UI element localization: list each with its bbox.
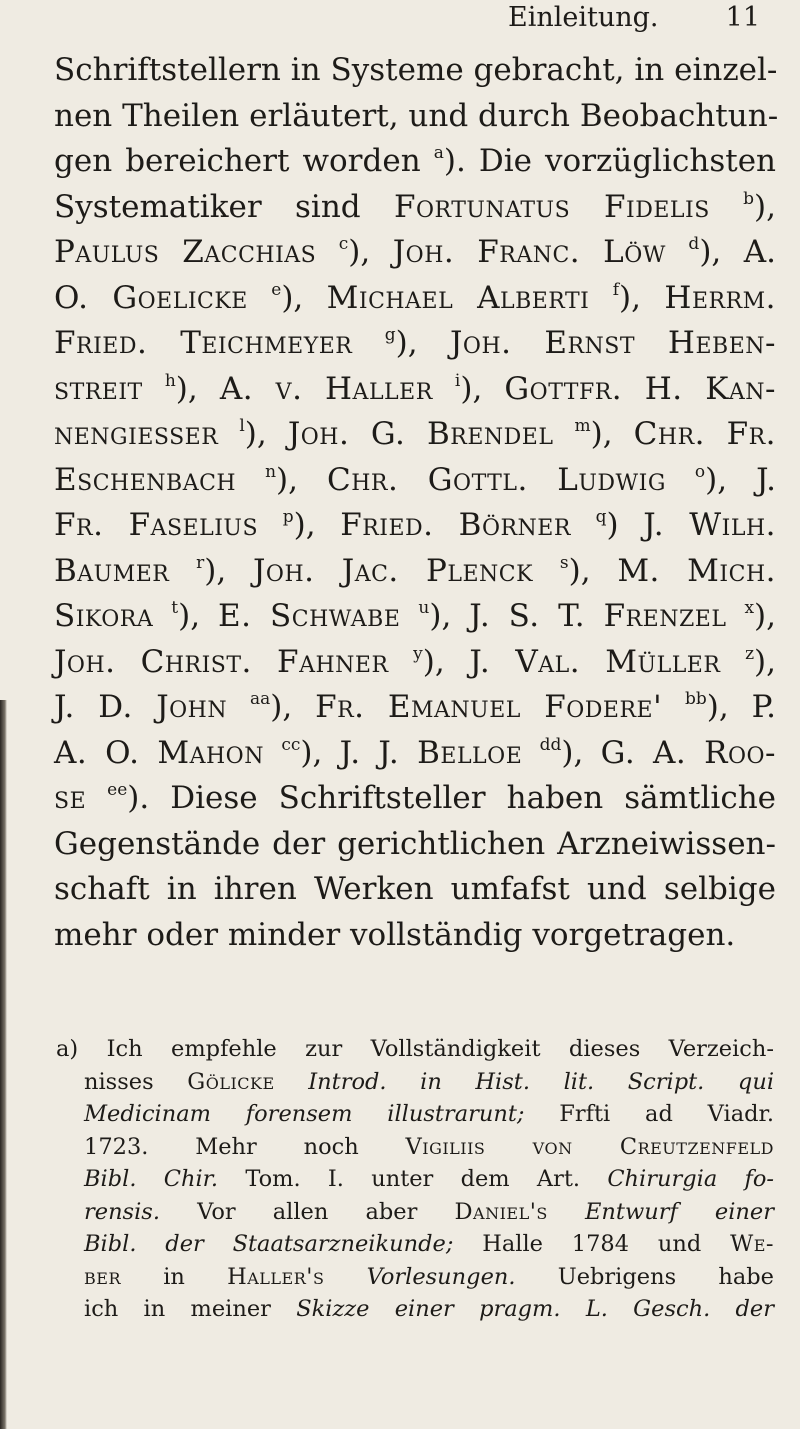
page-number: 11: [725, 2, 760, 33]
footnote-line: a) Ich empfehle zur Vollständigkeit dieses Verzeich-: [56, 1036, 774, 1062]
author-name: Fr. Faselius: [54, 507, 259, 543]
footnote-line: nisses Gölicke Introd. in Hist. lit. Script. qui: [84, 1068, 775, 1095]
author-name: Haller's: [227, 1263, 325, 1290]
text-line: Systematiker sind Fortunatus Fidelis $^b$),: [54, 188, 776, 225]
author-name: Joh. Ernst Heben-: [449, 325, 776, 361]
text-line: Sikora $^t$), E. Schwabe $^u$), J. S. T. Frenzel $^x$),: [54, 598, 776, 634]
book-title: Vorlesungen.: [366, 1263, 516, 1290]
footnote-line: 1723. Mehr noch Vigiliis von Creutzenfeld: [84, 1133, 774, 1160]
author-name: Chr. Fr.: [633, 416, 776, 452]
author-name: J. S. T. Frenzel: [469, 598, 727, 634]
author-name: J. Wilh.: [643, 507, 776, 543]
footnote-mark: m: [574, 416, 591, 436]
author-name: E. Schwabe: [218, 598, 401, 634]
running-title: Einleitung.: [508, 2, 659, 33]
text-line: O. Goelicke $^e$), Michael Alberti $^f$), Herrm.: [54, 279, 777, 316]
book-title: Medicinam forensem illustrarunt;: [84, 1101, 525, 1127]
footnote-mark: a: [433, 143, 444, 163]
footnote: [56, 1033, 775, 1326]
author-name: Gottfr. H. Kan-: [504, 370, 776, 407]
text-line: mehr oder minder vollständig vorgetragen.: [54, 916, 736, 953]
author-name: We-: [730, 1231, 775, 1257]
footnote-line: Bibl. Chir. Tom. I. unter dem Art. Chirurgia fo-: [84, 1166, 774, 1192]
text-line: Schriftstellern in Systeme gebracht, in einzel-: [54, 52, 778, 88]
text-line: Fried. Teichmeyer $^g$), Joh. Ernst Heben-: [54, 325, 776, 361]
book-title: Skizze einer pragm. L. Gesch. der: [296, 1296, 775, 1322]
footnote-line: Medicinam forensem illustrarunt; Frfti ad Viadr.: [84, 1101, 774, 1127]
footnote-line: rensis. Vor allen aber Daniel's Entwurf einer: [84, 1198, 774, 1225]
main-text: [54, 48, 779, 958]
footnote-mark: i: [454, 370, 461, 391]
author-name: A. v. Haller: [219, 370, 433, 407]
footnote-line: ich in meiner Skizze einer pragm. L. Gesch. der: [84, 1296, 775, 1322]
footnote-line: ber in Haller's Vorlesungen. Uebrigens habe: [84, 1263, 774, 1290]
footnote-mark: z: [745, 643, 755, 664]
author-name: G. A. Roo-: [600, 734, 776, 771]
author-name: J. D. John: [54, 689, 228, 725]
book-title: Chirurgia fo-: [607, 1166, 774, 1192]
text-line: nengiesser $^l$), Joh. G. Brendel $^m$), Chr. Fr.: [54, 416, 776, 452]
text-line: se $^{ee}$). Diese Schriftsteller haben sämtliche: [54, 780, 776, 816]
author-name: Fr. Emanuel Fodere': [315, 689, 663, 725]
footnote-mark: dd: [539, 734, 562, 755]
author-name: Gölicke: [187, 1068, 275, 1095]
author-name: J. Val. Müller: [469, 643, 721, 680]
footnote-mark: y: [413, 643, 423, 664]
footnote-mark: p: [282, 507, 294, 527]
text-line: Paulus Zacchias $^c$), Joh. Franc. Löw $^d$), A.: [54, 234, 777, 270]
author-name: O. Goelicke: [54, 279, 248, 316]
author-name: ber: [84, 1263, 121, 1290]
author-name: Daniel's: [454, 1198, 548, 1225]
author-name: Joh. Jac. Plenck: [253, 552, 534, 589]
author-name: Paulus Zacchias: [54, 234, 317, 270]
footnote-mark: x: [744, 598, 755, 618]
footnote-mark: cc: [281, 734, 301, 755]
author-name: J. J. Belloe: [339, 734, 523, 771]
author-name: Michael Alberti: [326, 279, 590, 316]
text-line: gen bereichert worden $^a$). Die vorzüglichsten: [54, 143, 777, 179]
footnote-mark: d: [688, 234, 700, 254]
footnote-mark: f: [612, 279, 620, 300]
author-name: Joh. Franc. Löw: [392, 234, 666, 270]
text-line: nen Theilen erläutert, und durch Beobachtun-: [54, 97, 779, 134]
book-title: Bibl. der Staatsarzneikunde;: [84, 1231, 454, 1257]
text-line: A. O. Mahon $^{cc}$), J. J. Belloe $^{dd}$), G. A. Roo-: [54, 734, 776, 771]
author-name: Fried. Teichmeyer: [54, 325, 353, 361]
author-name: M. Mich.: [617, 552, 776, 589]
binding-shadow: [0, 700, 7, 1429]
footnote-mark: u: [418, 598, 430, 618]
footnote-mark: o: [694, 461, 706, 482]
author-name: Eschenbach: [54, 461, 237, 498]
book-title: Entwurf einer: [585, 1198, 774, 1225]
footnote-line: Bibl. der Staatsarzneikunde; Halle 1784 und We-: [84, 1231, 775, 1257]
text-line: schaft in ihren Werken umfafst und selbige: [54, 871, 776, 907]
footnote-mark: b: [743, 188, 755, 209]
book-title: Bibl. Chir.: [84, 1166, 219, 1192]
author-name: A. O. Mahon: [54, 734, 264, 771]
footnote-mark: ee: [107, 780, 128, 800]
author-name: Chr. Gottl. Ludwig: [326, 461, 666, 498]
footnote-mark: l: [239, 416, 245, 436]
author-name: Vigiliis von Creutzenfeld: [405, 1133, 774, 1160]
footnote-mark: e: [271, 279, 282, 300]
author-name: Baumer: [54, 552, 170, 589]
footnote-mark: n: [265, 461, 277, 482]
footnote-mark: bb: [685, 689, 707, 709]
text-line: streit $^h$), A. v. Haller $^i$), Gottfr. H. Kan-: [54, 370, 776, 407]
author-name: Fried. Börner: [340, 507, 571, 543]
footnote-mark: h: [164, 370, 176, 391]
footnote-mark: g: [384, 325, 396, 345]
text-line: Fr. Faselius $^p$), Fried. Börner $^q$) J. Wilh.: [54, 507, 776, 543]
footnote-mark: r: [196, 552, 205, 573]
footnote-mark: q: [595, 507, 607, 527]
footnote-mark: t: [171, 598, 179, 618]
text-line: Gegenstände der gerichtlichen Arzneiwissen-: [54, 825, 776, 862]
author-name: Joh. Christ. Fahner: [54, 643, 389, 680]
text-line: Joh. Christ. Fahner $^y$), J. Val. Müller $^z$),: [54, 643, 776, 680]
running-header: [300, 2, 760, 42]
footnote-mark: c: [338, 234, 349, 254]
author-name: Fortunatus Fidelis: [394, 188, 710, 225]
text-line: Baumer $^r$), Joh. Jac. Plenck $^s$), M. Mich.: [54, 552, 776, 589]
author-name: Joh. G. Brendel: [287, 416, 554, 452]
author-name: Sikora: [54, 598, 154, 634]
text-line: Eschenbach $^n$), Chr. Gottl. Ludwig $^o$), J.: [54, 461, 776, 498]
text-line: J. D. John $^{aa}$), Fr. Emanuel Fodere' $^{bb}$), P.: [54, 689, 777, 725]
footnote-mark: aa: [249, 689, 271, 709]
book-title: Introd. in Hist. lit. Script. qui: [308, 1068, 775, 1095]
footnote-mark: s: [559, 552, 569, 573]
